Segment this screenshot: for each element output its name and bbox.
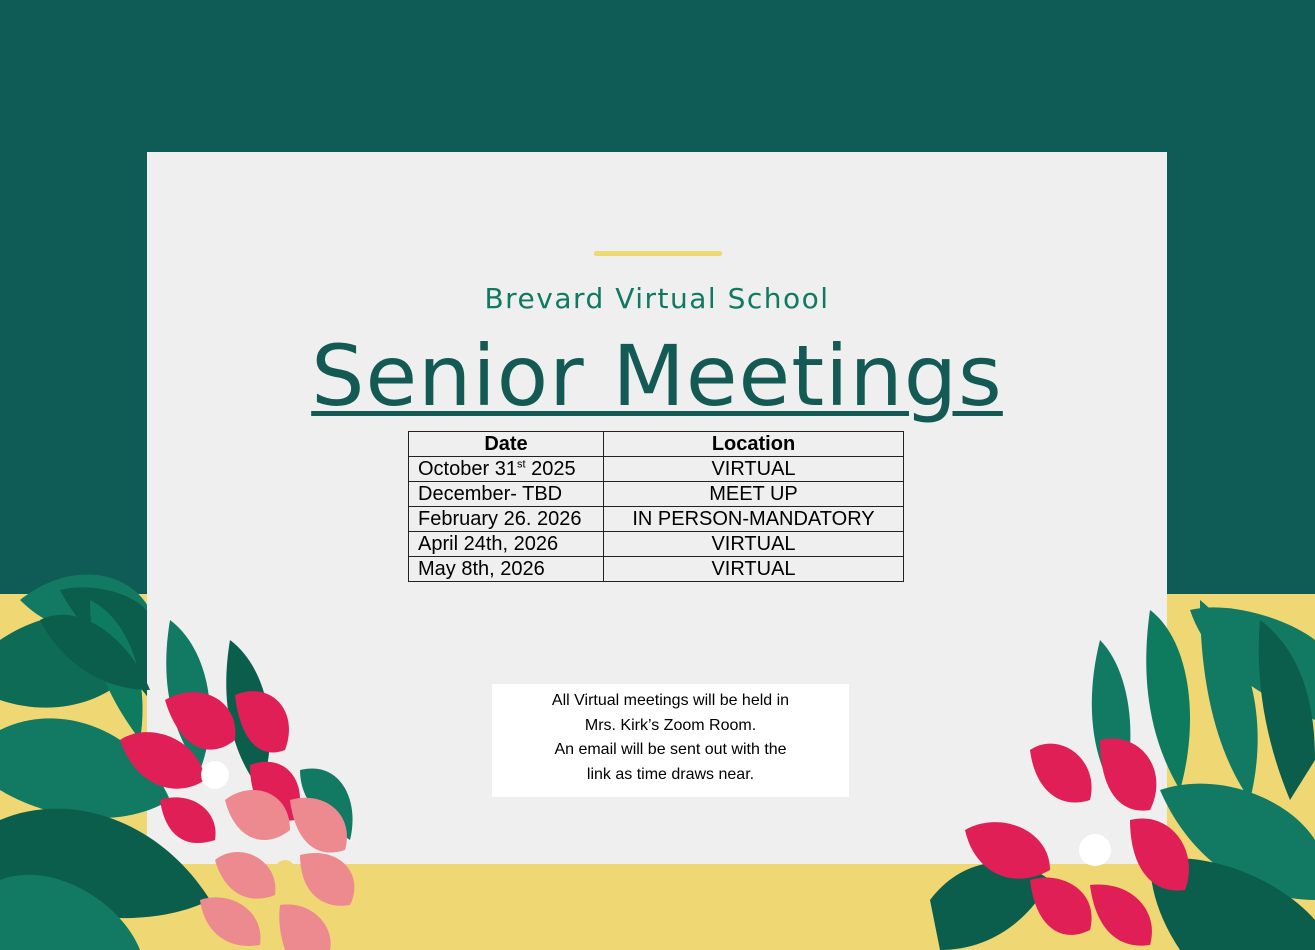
meeting-location: MEET UP [604,482,904,507]
school-name: Brevard Virtual School [484,282,830,315]
meeting-location: VIRTUAL [604,532,904,557]
note-line: link as time draws near. [586,765,755,783]
column-header-date: Date [409,432,604,457]
meeting-date: April 24th, 2026 [409,532,604,557]
meeting-date: October 31st 2025 [409,457,604,482]
meeting-date: May 8th, 2026 [409,557,604,582]
meeting-date: December- TBD [409,482,604,507]
meeting-location: VIRTUAL [604,457,904,482]
note-line: Mrs. Kirk’s Zoom Room. [584,716,757,734]
note-line: An email will be sent out with the [554,741,787,758]
meeting-date: February 26. 2026 [409,507,604,532]
note-line: All Virtual meetings will be held in [551,692,790,709]
meeting-location: IN PERSON-MANDATORY [604,507,904,532]
page-title-text: Senior Meetings [311,327,1003,425]
meeting-location: VIRTUAL [604,557,904,582]
column-header-location: Location [604,432,904,457]
hibiscus-pink-icon [200,790,354,950]
